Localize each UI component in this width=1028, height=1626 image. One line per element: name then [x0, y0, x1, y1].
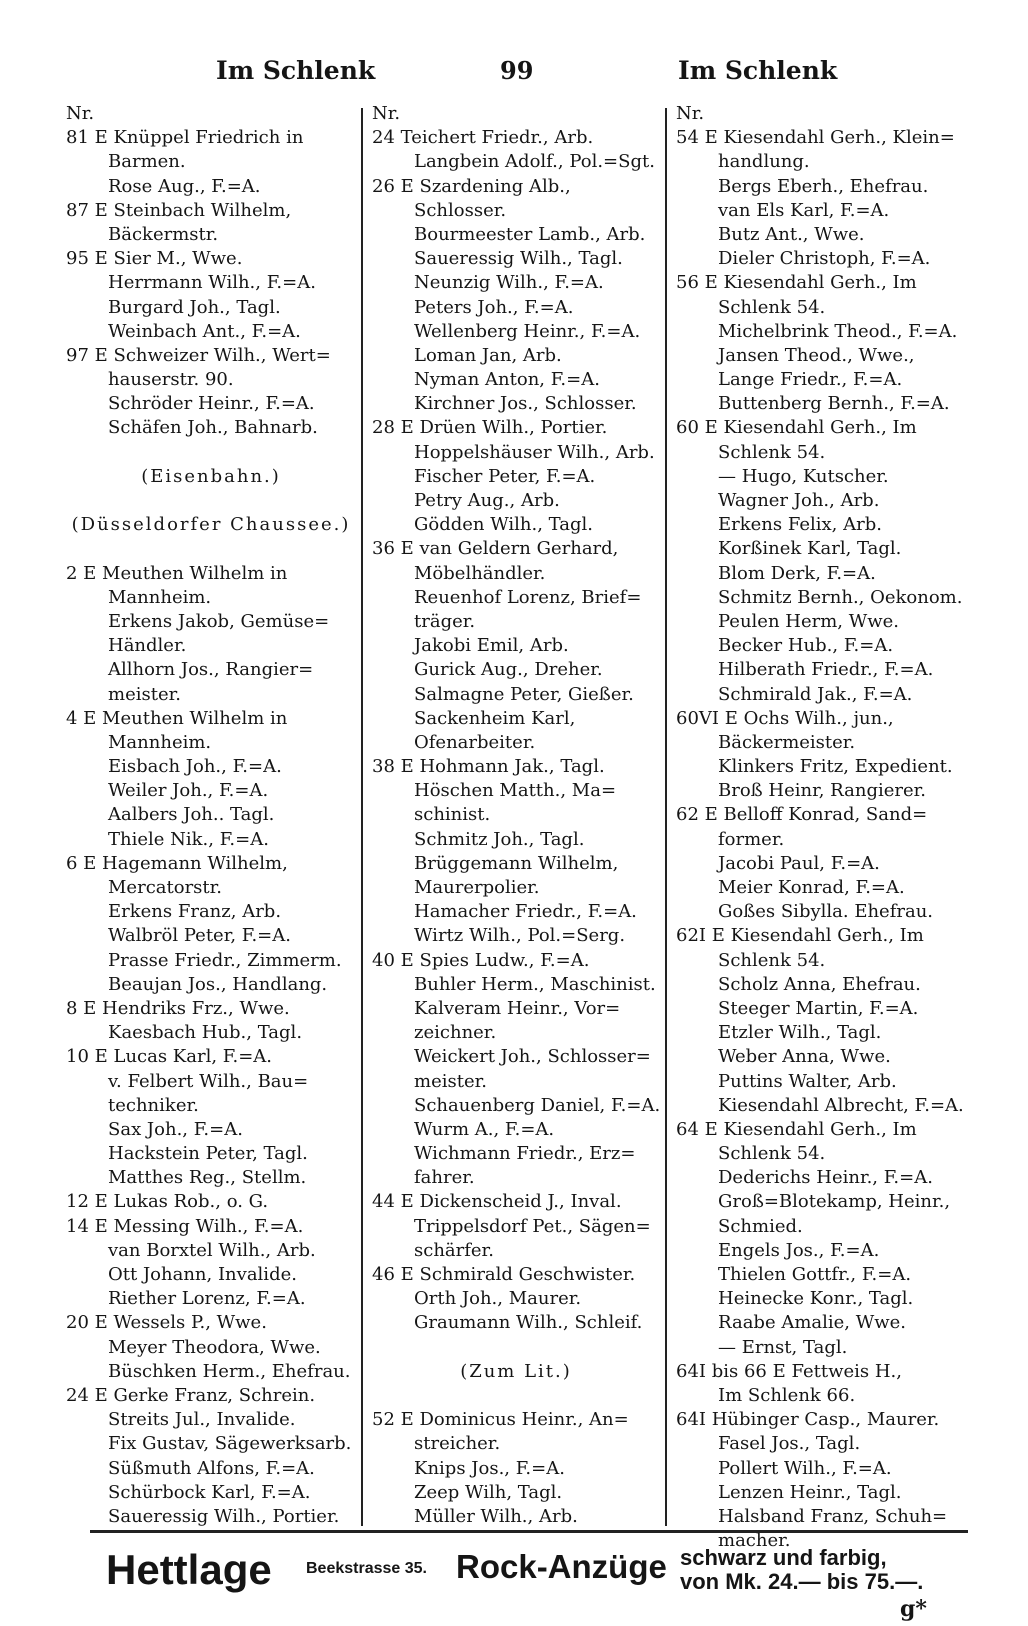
- directory-line: 2 E Meuthen Wilhelm in: [66, 562, 288, 584]
- directory-line: Jansen Theod., Wwe.,: [718, 344, 915, 366]
- spacer: [66, 537, 356, 561]
- directory-line: 36 E van Geldern Gerhard,: [372, 538, 619, 560]
- footer-rule: [90, 1530, 968, 1533]
- spacer: [66, 441, 356, 465]
- directory-line: Kalveram Heinr., Vor=: [414, 997, 621, 1019]
- directory-line: v. Felbert Wilh., Bau=: [108, 1070, 309, 1092]
- ad-street: Beekstrasse 35.: [306, 1560, 427, 1577]
- directory-line: handlung.: [718, 151, 810, 173]
- directory-line: 64I Hübinger Casp., Maurer.: [676, 1409, 940, 1431]
- directory-line: Nr.: [676, 103, 705, 124]
- directory-line: Trippelsdorf Pet., Sägen=: [414, 1215, 651, 1237]
- directory-line: 26 E Szardening Alb.,: [372, 175, 571, 197]
- directory-line: Etzler Wilh., Tagl.: [718, 1022, 882, 1044]
- directory-line: Knips Jos., F.=A.: [414, 1457, 565, 1479]
- directory-line: Rose Aug., F.=A.: [108, 175, 261, 197]
- directory-line: Fischer Peter, F.=A.: [414, 465, 596, 487]
- page-header: [0, 56, 1028, 96]
- directory-line: Mannheim.: [108, 586, 212, 608]
- directory-line: Hackstein Peter, Tagl.: [108, 1143, 308, 1165]
- directory-line: 12 E Lukas Rob., o. G.: [66, 1191, 269, 1213]
- directory-line: Dederichs Heinr., F.=A.: [718, 1167, 933, 1189]
- section-heading: (Zum Lit.): [460, 1360, 572, 1382]
- directory-line: — Ernst, Tagl.: [718, 1336, 848, 1358]
- directory-line: 95 E Sier M., Wwe.: [66, 248, 243, 270]
- directory-line: Weinbach Ant., F.=A.: [108, 320, 301, 342]
- directory-line: Müller Wilh., Arb.: [414, 1505, 578, 1527]
- directory-line: 64 E Kiesendahl Gerh., Im: [676, 1118, 917, 1140]
- directory-line: Hamacher Friedr., F.=A.: [414, 901, 637, 923]
- directory-line: 24 E Gerke Franz, Schrein.: [66, 1384, 316, 1406]
- directory-line: Dieler Christoph, F.=A.: [718, 248, 931, 270]
- directory-line: Scholz Anna, Ehefrau.: [718, 973, 921, 995]
- directory-line: Wurm A., F.=A.: [414, 1118, 555, 1140]
- directory-line: streicher.: [414, 1433, 501, 1455]
- directory-line: Wirtz Wilh., Pol.=Serg.: [414, 925, 626, 947]
- directory-line: macher.: [718, 1530, 791, 1552]
- directory-line: Mercatorstr.: [108, 877, 222, 898]
- directory-line: Burgard Joh., Tagl.: [108, 296, 281, 318]
- directory-line: Blom Derk, F.=A.: [718, 562, 876, 584]
- section-heading: (Düsseldorfer Chaussee.): [71, 514, 351, 536]
- directory-line: Broß Heinr, Rangierer.: [718, 780, 927, 802]
- directory-line: Lenzen Heinr., Tagl.: [718, 1481, 902, 1503]
- directory-line: Walbröl Peter, F.=A.: [108, 925, 291, 947]
- directory-line: 40 E Spies Ludw., F.=A.: [372, 949, 590, 971]
- directory-line: 97 E Schweizer Wilh., Wert=: [66, 344, 331, 366]
- header-right-title: Im Schlenk: [678, 56, 838, 85]
- directory-line: Butz Ant., Wwe.: [718, 223, 865, 245]
- directory-line: Fasel Jos., Tagl.: [718, 1433, 861, 1455]
- section-heading: (Eisenbahn.): [141, 465, 281, 487]
- directory-line: Weickert Joh., Schlosser=: [414, 1046, 651, 1068]
- directory-line: Süßmuth Alfons, F.=A.: [108, 1457, 315, 1479]
- directory-line: Beaujan Jos., Handlang.: [108, 973, 328, 995]
- directory-line: Ofenarbeiter.: [414, 731, 536, 753]
- directory-line: Aalbers Joh.. Tagl.: [108, 804, 275, 826]
- directory-line: Engels Jos., F.=A.: [718, 1239, 880, 1261]
- directory-line: Schäfen Joh., Bahnarb.: [108, 417, 318, 439]
- directory-line: Puttins Walter, Arb.: [718, 1070, 897, 1092]
- directory-line: Meier Konrad, F.=A.: [718, 877, 905, 898]
- directory-line: Jakobi Emil, Arb.: [414, 635, 569, 657]
- directory-line: schinist.: [414, 804, 491, 826]
- directory-line: Buhler Herm., Maschinist.: [414, 973, 656, 995]
- directory-line: Jacobi Paul, F.=A.: [718, 852, 880, 874]
- directory-line: 38 E Hohmann Jak., Tagl.: [372, 756, 605, 778]
- directory-line: 62 E Belloff Konrad, Sand=: [676, 804, 928, 826]
- directory-line: Schmitz Bernh., Oekonom.: [718, 586, 963, 608]
- directory-line: 81 E Knüppel Friedrich in: [66, 127, 304, 149]
- directory-line: Schlosser.: [414, 199, 507, 221]
- directory-line: Thiele Nik., F.=A.: [108, 828, 269, 850]
- directory-line: Nyman Anton, F.=A.: [414, 369, 600, 391]
- directory-line: Steeger Martin, F.=A.: [718, 997, 919, 1019]
- spacer: [372, 1384, 660, 1408]
- directory-line: 54 E Kiesendahl Gerh., Klein=: [676, 127, 955, 149]
- directory-line: schärfer.: [414, 1239, 494, 1261]
- directory-line: 44 E Dickenscheid J., Inval.: [372, 1191, 622, 1213]
- directory-line: Nr.: [372, 103, 401, 124]
- directory-line: Saueressig Wilh., Tagl.: [414, 248, 623, 270]
- directory-line: Raabe Amalie, Wwe.: [718, 1312, 907, 1334]
- directory-line: Schmirald Jak., F.=A.: [718, 683, 913, 705]
- directory-line: Schröder Heinr., F.=A.: [108, 393, 315, 415]
- directory-line: Nr.: [66, 103, 95, 124]
- directory-line: Bergs Eberh., Ehefrau.: [718, 175, 929, 197]
- directory-line: 8 E Hendriks Frz., Wwe.: [66, 997, 290, 1019]
- directory-line: Meyer Theodora, Wwe.: [108, 1336, 321, 1358]
- directory-line: Orth Joh., Maurer.: [414, 1288, 582, 1310]
- directory-line: Händler.: [108, 635, 187, 657]
- directory-line: Weber Anna, Wwe.: [718, 1046, 891, 1068]
- directory-line: 10 E Lucas Karl, F.=A.: [66, 1046, 272, 1068]
- directory-line: Möbelhändler.: [414, 562, 546, 584]
- column-divider-left: [361, 108, 363, 1526]
- directory-line: Erkens Jakob, Gemüse=: [108, 610, 330, 632]
- directory-line: Schauenberg Daniel, F.=A.: [414, 1094, 660, 1116]
- directory-line: Halsband Franz, Schuh=: [718, 1505, 948, 1527]
- directory-line: Petry Aug., Arb.: [414, 490, 560, 511]
- directory-line: Klinkers Fritz, Expedient.: [718, 756, 953, 778]
- directory-line: Wellenberg Heinr., F.=A.: [414, 320, 641, 342]
- directory-line: van Borxtel Wilh., Arb.: [108, 1239, 316, 1261]
- directory-line: Schlenk 54.: [718, 1143, 826, 1165]
- column-right: [676, 102, 968, 1553]
- directory-line: Maurerpolier.: [414, 877, 540, 898]
- directory-line: former.: [718, 828, 785, 850]
- directory-line: Streits Jul., Invalide.: [108, 1409, 296, 1431]
- directory-line: zeichner.: [414, 1022, 497, 1044]
- directory-line: 14 E Messing Wilh., F.=A.: [66, 1215, 304, 1237]
- directory-line: 60 E Kiesendahl Gerh., Im: [676, 417, 917, 439]
- directory-line: Erkens Felix, Arb.: [718, 514, 882, 536]
- directory-line: Gurick Aug., Dreher.: [414, 659, 603, 681]
- directory-line: Gödden Wilh., Tagl.: [414, 514, 594, 536]
- directory-line: 46 E Schmirald Geschwister.: [372, 1264, 636, 1285]
- directory-line: techniker.: [108, 1094, 199, 1116]
- directory-line: Allhorn Jos., Rangier=: [108, 659, 314, 681]
- directory-line: Bourmeester Lamb., Arb.: [414, 223, 646, 245]
- directory-line: Loman Jan, Arb.: [414, 344, 562, 366]
- ad-product: Rock-Anzüge: [456, 1548, 667, 1585]
- directory-line: Brüggemann Wilhelm,: [414, 852, 619, 874]
- directory-line: Saueressig Wilh., Portier.: [108, 1505, 340, 1527]
- directory-line: Weiler Joh., F.=A.: [108, 780, 269, 802]
- directory-line: Barmen.: [108, 151, 186, 173]
- directory-line: Prasse Friedr., Zimmerm.: [108, 949, 342, 971]
- column-divider-right: [665, 108, 667, 1526]
- directory-line: Peulen Herm, Wwe.: [718, 610, 900, 632]
- directory-line: Neunzig Wilh., F.=A.: [414, 272, 604, 294]
- directory-line: 64I bis 66 E Fettweis H.,: [676, 1360, 903, 1382]
- directory-line: Mannheim.: [108, 731, 212, 753]
- directory-line: Matthes Reg., Stellm.: [108, 1167, 307, 1189]
- directory-line: Heinecke Konr., Tagl.: [718, 1288, 914, 1310]
- directory-line: Korßinek Karl, Tagl.: [718, 538, 902, 560]
- directory-line: Groß=Blotekamp, Heinr.,: [718, 1191, 951, 1213]
- directory-line: Wichmann Friedr., Erz=: [414, 1143, 636, 1165]
- directory-line: Buttenberg Bernh., F.=A.: [718, 393, 950, 415]
- directory-line: Langbein Adolf., Pol.=Sgt.: [414, 151, 655, 173]
- spacer: [66, 489, 356, 513]
- directory-line: Thielen Gottfr., F.=A.: [718, 1264, 912, 1285]
- directory-line: Sackenheim Karl,: [414, 707, 576, 729]
- directory-line: 4 E Meuthen Wilhelm in: [66, 707, 288, 729]
- header-left-title: Im Schlenk: [216, 56, 376, 85]
- directory-line: Fix Gustav, Sägewerksarb.: [108, 1433, 352, 1455]
- directory-line: 20 E Wessels P., Wwe.: [66, 1312, 267, 1334]
- directory-line: Kirchner Jos., Schlosser.: [414, 393, 637, 415]
- directory-line: Graumann Wilh., Schleif.: [414, 1312, 643, 1334]
- directory-line: Hoppelshäuser Wilh., Arb.: [414, 441, 655, 463]
- directory-line: Büschken Herm., Ehefrau.: [108, 1360, 351, 1382]
- signature-mark: g*: [900, 1596, 927, 1622]
- directory-line: Wagner Joh., Arb.: [718, 490, 880, 511]
- directory-line: Bäckermstr.: [108, 223, 219, 245]
- directory-line: 24 Teichert Friedr., Arb.: [372, 127, 594, 149]
- directory-line: Kaesbach Hub., Tagl.: [108, 1022, 303, 1044]
- directory-line: 62I E Kiesendahl Gerh., Im: [676, 925, 924, 947]
- directory-line: Riether Lorenz, F.=A.: [108, 1288, 306, 1310]
- directory-line: Lange Friedr., F.=A.: [718, 369, 903, 391]
- directory-line: Schmied.: [718, 1215, 803, 1237]
- column-left: [66, 102, 356, 1529]
- directory-line: Salmagne Peter, Gießer.: [414, 683, 634, 705]
- column-middle: [372, 102, 660, 1529]
- directory-line: meister.: [108, 683, 181, 705]
- directory-line: Kiesendahl Albrecht, F.=A.: [718, 1094, 964, 1116]
- ad-description-line-2: von Mk. 24.— bis 75.—.: [680, 1569, 924, 1594]
- directory-line: Hilberath Friedr., F.=A.: [718, 659, 934, 681]
- directory-line: 52 E Dominicus Heinr., An=: [372, 1409, 629, 1431]
- directory-line: Pollert Wilh., F.=A.: [718, 1457, 892, 1479]
- directory-line: — Hugo, Kutscher.: [718, 465, 889, 487]
- directory-line: Sax Joh., F.=A.: [108, 1118, 243, 1140]
- directory-line: van Els Karl, F.=A.: [718, 199, 890, 221]
- directory-line: Ott Johann, Invalide.: [108, 1264, 297, 1285]
- directory-line: 56 E Kiesendahl Gerh., Im: [676, 272, 917, 294]
- directory-line: Goßes Sibylla. Ehefrau.: [718, 901, 934, 923]
- directory-line: Becker Hub., F.=A.: [718, 635, 894, 657]
- directory-line: meister.: [414, 1070, 487, 1092]
- directory-line: Im Schlenk 66.: [718, 1384, 856, 1406]
- directory-line: 6 E Hagemann Wilhelm,: [66, 852, 288, 874]
- directory-line: 60VI E Ochs Wilh., jun.,: [676, 707, 894, 729]
- directory-line: fahrer.: [414, 1167, 475, 1189]
- ad-brand: Hettlage: [106, 1546, 272, 1593]
- directory-line: Schlenk 54.: [718, 296, 826, 318]
- directory-line: Eisbach Joh., F.=A.: [108, 756, 282, 778]
- directory-line: Reuenhof Lorenz, Brief=: [414, 586, 642, 608]
- directory-line: 87 E Steinbach Wilhelm,: [66, 199, 292, 221]
- directory-line: Schürbock Karl, F.=A.: [108, 1481, 311, 1503]
- directory-line: Peters Joh., F.=A.: [414, 296, 574, 318]
- directory-line: 28 E Drüen Wilh., Portier.: [372, 417, 608, 439]
- directory-line: Bäckermeister.: [718, 731, 856, 753]
- ad-description-line-1: schwarz und farbig,: [680, 1545, 887, 1570]
- directory-line: Michelbrink Theod., F.=A.: [718, 320, 958, 342]
- page-number: 99: [500, 56, 534, 85]
- directory-line: Zeep Wilh, Tagl.: [414, 1481, 563, 1503]
- directory-line: träger.: [414, 610, 476, 632]
- directory-line: Schlenk 54.: [718, 441, 826, 463]
- directory-line: hauserstr. 90.: [108, 369, 234, 391]
- directory-line: Höschen Matth., Ma=: [414, 780, 617, 802]
- directory-line: Schmitz Joh., Tagl.: [414, 828, 585, 850]
- directory-line: Herrmann Wilh., F.=A.: [108, 272, 316, 294]
- directory-line: Schlenk 54.: [718, 949, 826, 971]
- directory-line: Erkens Franz, Arb.: [108, 901, 282, 923]
- spacer: [372, 1336, 660, 1360]
